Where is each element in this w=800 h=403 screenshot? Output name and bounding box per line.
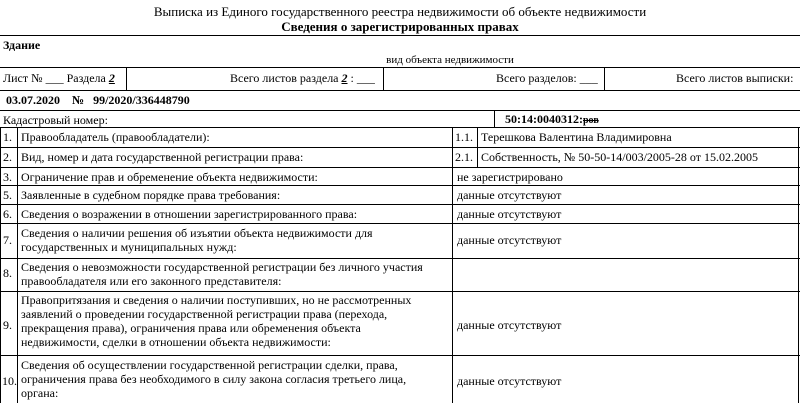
extract-date: 03.07.2020 (6, 93, 60, 107)
section-label: Раздела (66, 71, 106, 85)
document-title: Выписка из Единого государственного реестра недвижимости об объекте недвижимости (153, 4, 647, 19)
document-subtitle: Сведения о зарегистрированных правах (281, 19, 519, 34)
cadastral-value: 50:14:0040312: (505, 112, 583, 126)
total-extract-label: Всего листов выписки: (676, 71, 794, 85)
row-label: Правопритязания и сведения о наличии поступивших, но не рассмотренных заявлений о проведении государственной регистрации права (перехода, прекращения права), ограничения права или обременения объекта недвижимости, сделки в отношении объекта недвижимости: (21, 293, 412, 349)
row-number: 2. (3, 150, 12, 164)
row-label: Сведения о невозможности государственной регистрации без личного участия правообладателя или его законного представителя: (21, 260, 423, 288)
row-value: не зарегистрировано (457, 170, 563, 184)
row-number: 9. (3, 318, 12, 332)
row-label: Ограничение прав и обременение объекта недвижимости: (21, 170, 318, 184)
row-value: данные отсутствуют (457, 233, 562, 247)
row-number: 1. (3, 130, 12, 144)
row-number: 8. (3, 266, 12, 280)
total-sheets-value: 2 (341, 71, 348, 85)
extract-number: 99/2020/336448790 (93, 93, 190, 107)
total-sheets: Всего листов раздела 2 : ___ (230, 71, 375, 85)
row-number: 10. (2, 374, 17, 388)
section-value: 2 (108, 71, 115, 85)
row-label: Правообладатель (правообладатели): (21, 130, 210, 144)
total-sheets-label: Всего листов раздела (230, 71, 339, 85)
total-extract-sheets (676, 71, 793, 86)
row-number: 6. (3, 207, 12, 221)
date-line (6, 93, 190, 108)
cadastral-number (505, 112, 599, 127)
row-number: 7. (3, 233, 12, 247)
row-value: данные отсутствуют (457, 188, 562, 202)
object-type-caption: вид объекта недвижимости (386, 54, 514, 66)
total-sections: Всего разделов: ___ (496, 71, 598, 85)
sheet-info: Лист № ___ Раздела 2 (3, 71, 115, 85)
row-label: Вид, номер и дата государственной регистрации права: (21, 150, 304, 164)
row-number: 5. (3, 188, 12, 202)
row-value: данные отсутствуют (457, 318, 562, 332)
row-subnumber: 1.1. (455, 130, 473, 144)
cadastral-struck: ров (583, 115, 599, 126)
row-label: Сведения о наличии решения об изъятии объекта недвижимости для государственных и муниципальных нужд: (21, 226, 373, 254)
row-value: данные отсутствуют (457, 207, 562, 221)
total-sections-label: Всего разделов: (496, 71, 577, 85)
row-label: Сведения о возражении в отношении зарегистрированного права: (21, 207, 358, 221)
cadastral-label: Кадастровый номер: (3, 113, 108, 127)
number-sign: № (72, 93, 85, 107)
sheet-label: Лист № (3, 71, 43, 85)
object-type: Здание (3, 38, 41, 52)
row-value: данные отсутствуют (457, 374, 562, 388)
row-label: Заявленные в судебном порядке права требования: (21, 188, 281, 202)
row-number: 3. (3, 170, 12, 184)
row-value: Терешкова Валентина Владимировна (481, 130, 672, 144)
row-subnumber: 2.1. (455, 150, 473, 164)
row-value: Собственность, № 50-50-14/003/2005-28 от 15.02.2005 (481, 150, 758, 164)
row-label: Сведения об осуществлении государственной регистрации сделки, права, ограничения права без необходимого в силу закона согласия третьего лица, органа: (21, 358, 407, 400)
